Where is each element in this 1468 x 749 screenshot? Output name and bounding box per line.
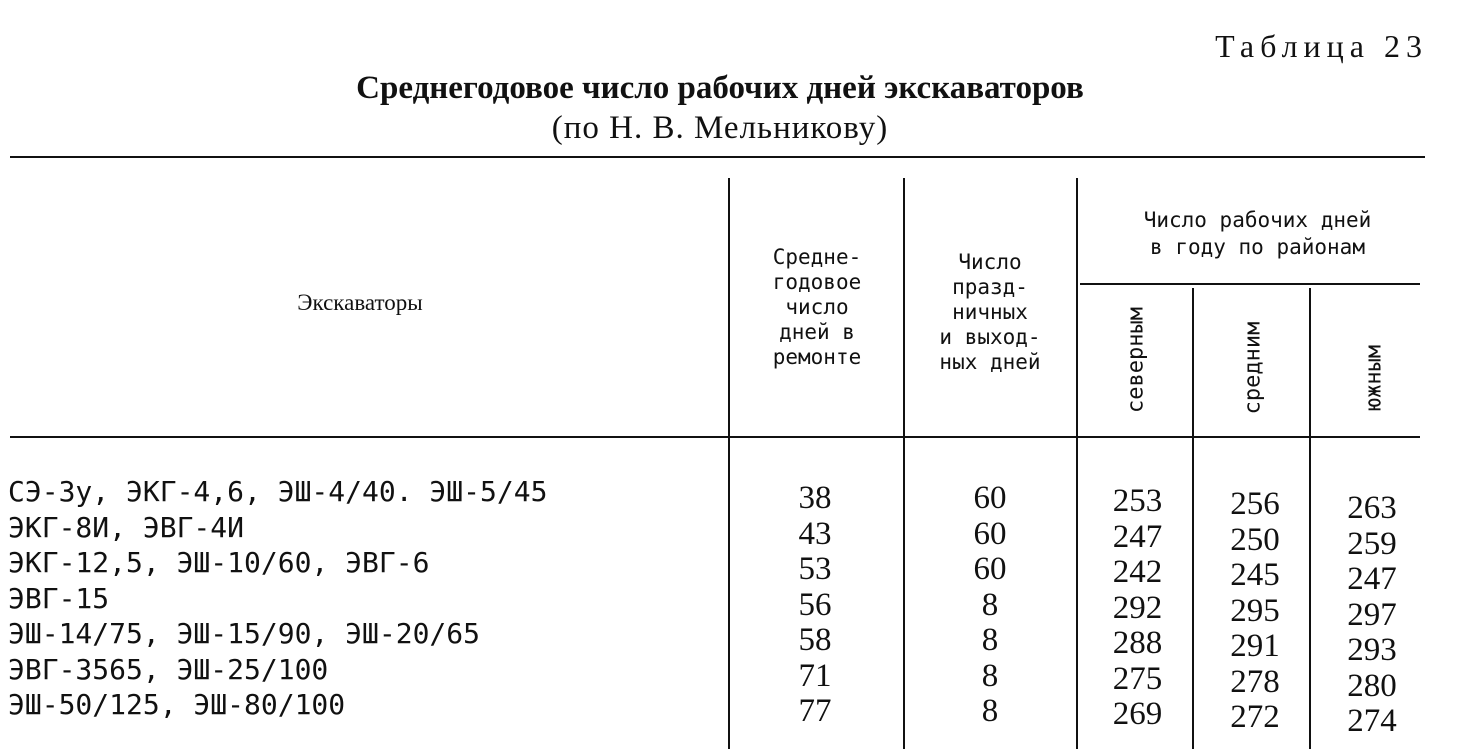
col-divider-5: [1309, 288, 1311, 749]
holidays-cell: 8: [981, 622, 999, 658]
middle-column: [1205, 487, 1305, 736]
holidays-cell: 60: [973, 515, 1007, 552]
middle-cell: 250: [1230, 521, 1280, 558]
middle-cell: 245: [1230, 557, 1280, 593]
south-cell: 274: [1347, 703, 1397, 739]
header-north: северным: [1123, 307, 1149, 413]
header-repair-days: Средне- годовое число дней в ремонте: [772, 245, 862, 369]
south-column: [1322, 491, 1422, 740]
holidays-cell: 60: [973, 480, 1007, 516]
north-cell: 253: [1112, 483, 1163, 519]
north-cell: 288: [1112, 625, 1163, 661]
table-title: Среднегодовое число рабочих дней экскаваторов: [356, 70, 1084, 106]
header-middle: средним: [1240, 321, 1266, 415]
holidays-cell: 8: [981, 586, 999, 623]
holidays-cell: 60: [973, 551, 1007, 587]
middle-cell: 291: [1230, 628, 1280, 664]
col-divider-1: [728, 178, 730, 749]
middle-cell: 272: [1230, 699, 1280, 735]
repair-days-cell: 53: [798, 551, 832, 587]
excavator-name: ЭКГ-12,5, ЭШ-10/60, ЭВГ-6: [8, 546, 430, 579]
holidays-cell: 8: [981, 693, 999, 729]
north-cell: 269: [1112, 696, 1163, 732]
excavator-name: ЭКГ-8И, ЭВГ-4И: [8, 510, 245, 544]
col-divider-3: [1076, 178, 1078, 749]
table-subtitle: (по Н. В. Мельникову): [551, 110, 889, 146]
middle-cell: 278: [1230, 663, 1280, 700]
repair-days-cell: 71: [798, 657, 832, 694]
header-excavators: Экскаваторы: [297, 290, 423, 315]
header-group-rule: [1080, 283, 1420, 285]
repair-days-cell: 43: [798, 515, 832, 552]
repair-days-cell: 77: [798, 693, 832, 729]
col-divider-4: [1192, 288, 1194, 749]
south-cell: 280: [1347, 667, 1397, 704]
repair-days-cell: 58: [798, 622, 832, 658]
header-holidays: Число празд- ничных и выход- ных дней: [939, 250, 1041, 374]
north-cell: 247: [1112, 518, 1163, 555]
excavator-name: ЭШ-14/75, ЭШ-15/90, ЭШ-20/65: [8, 617, 481, 650]
excavator-name: ЭШ-50/125, ЭШ-80/100: [8, 688, 346, 721]
south-cell: 293: [1347, 632, 1397, 668]
south-cell: 247: [1347, 561, 1397, 597]
repair-days-cell: 56: [798, 586, 832, 623]
holidays-column: [925, 481, 1055, 730]
excavator-name: ЭВГ-15: [8, 581, 110, 615]
header-bottom-rule: [10, 436, 1420, 438]
holidays-cell: 8: [981, 657, 999, 694]
north-cell: 292: [1112, 589, 1163, 626]
north-cell: 275: [1112, 660, 1163, 697]
repair-days-cell: 38: [798, 480, 832, 516]
excavator-name: ЭВГ-3565, ЭШ-25/100: [8, 652, 329, 686]
south-cell: 259: [1347, 525, 1397, 562]
middle-cell: 295: [1230, 592, 1280, 629]
south-cell: 263: [1347, 490, 1397, 526]
excavator-name: СЭ-3у, ЭКГ-4,6, ЭШ-4/40. ЭШ-5/45: [8, 475, 548, 508]
south-cell: 297: [1347, 596, 1397, 633]
header-south: южным: [1361, 344, 1387, 412]
table-number: Таблица 23: [1215, 28, 1428, 64]
north-column: [1090, 484, 1185, 733]
repair-days-column: [760, 481, 870, 730]
middle-cell: 256: [1230, 486, 1280, 522]
excavators-column: [8, 474, 547, 723]
table-top-rule: [10, 156, 1425, 158]
header-work-days-group: Число рабочих дней в году по районам: [1143, 208, 1372, 259]
north-cell: 242: [1112, 554, 1163, 590]
